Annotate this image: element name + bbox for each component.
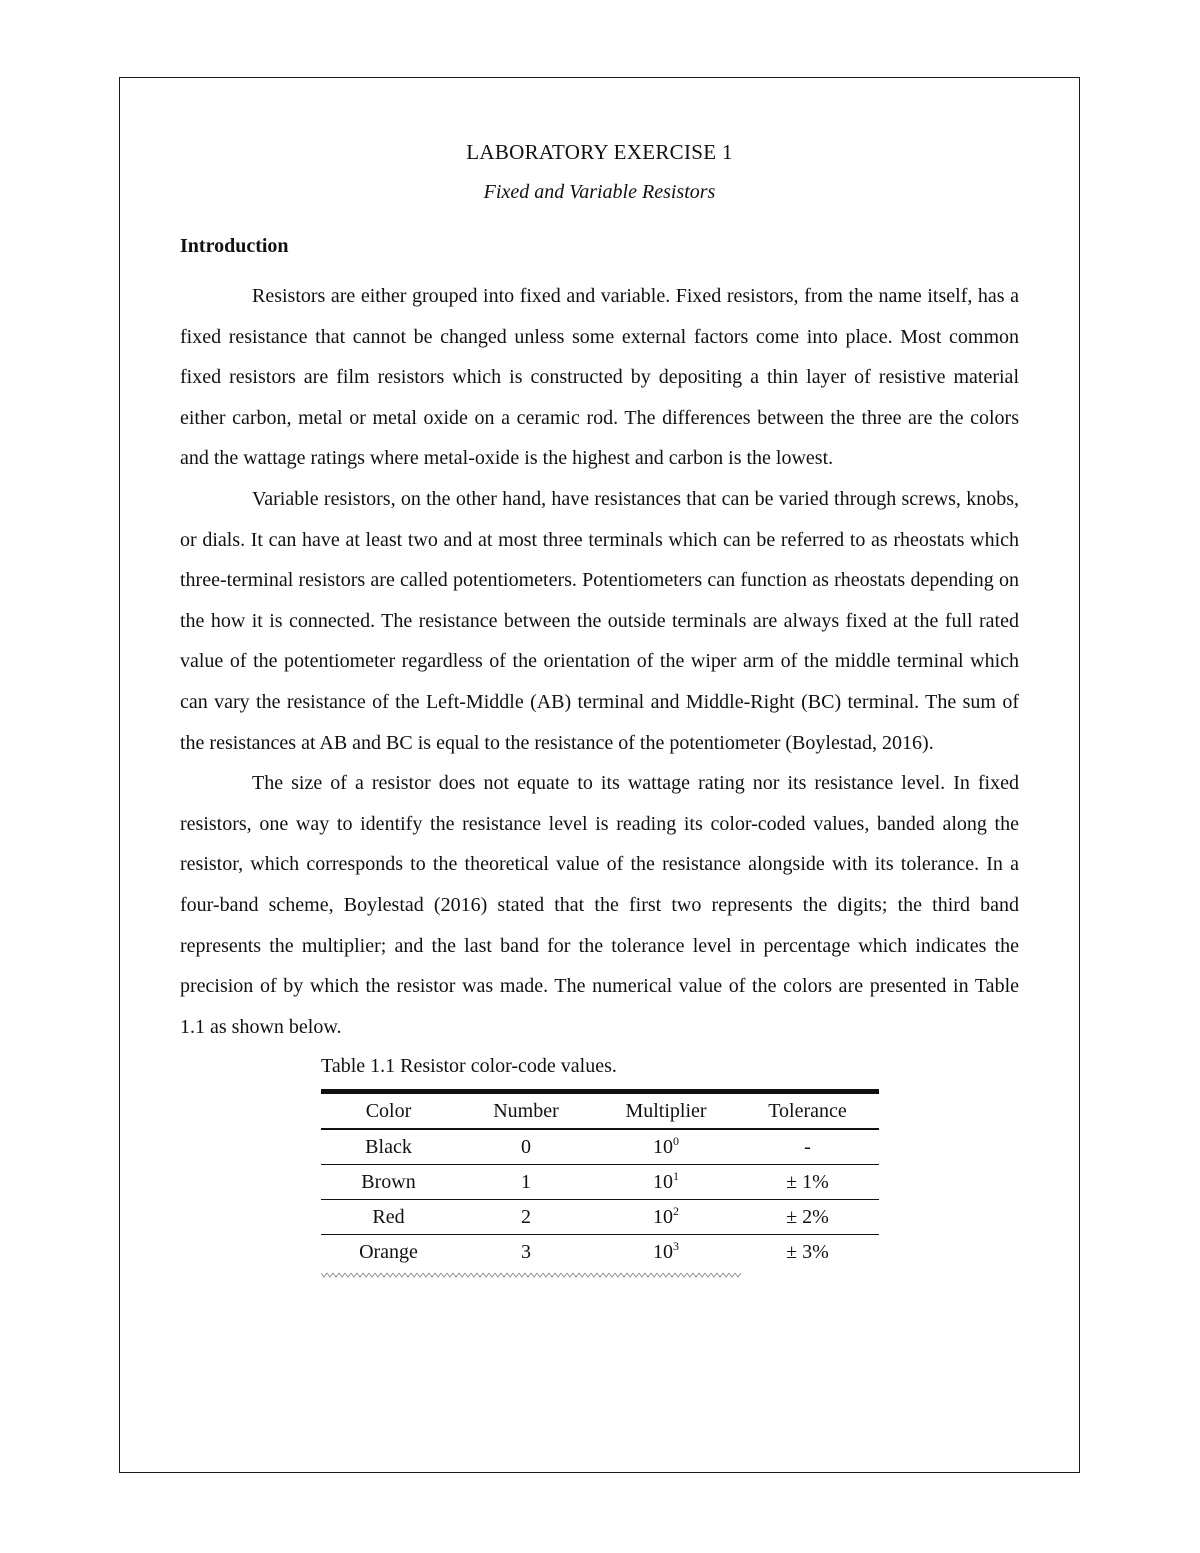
multiplier-exponent: 0 — [673, 1134, 679, 1149]
cell-number: 1 — [521, 1171, 531, 1194]
header-number: Number — [493, 1100, 559, 1123]
multiplier-exponent: 3 — [673, 1239, 679, 1254]
cell-color: Brown — [361, 1171, 416, 1194]
table-row — [321, 1200, 879, 1235]
document-body — [180, 138, 1019, 1279]
cell-number: 3 — [521, 1241, 531, 1264]
paragraph-fixed-resistors: Resistors are either grouped into fixed and variable. Fixed resistors, from the name itself, has a fixed resistance that cannot be changed unless some external factors come into place. Most common fixed resistors are film resistors which is constructed by depositing a thin layer of resistive material either carbon, metal or metal oxide on a ceramic rod. The differences between the three are the colors and the wattage ratings where metal-oxide is the highest and carbon is the lowest. — [180, 285, 1019, 470]
introduction-text — [180, 276, 1019, 1047]
table-caption: Table 1.1 Resistor color-code values. — [321, 1055, 617, 1078]
color-code-table-wrapper — [321, 1089, 879, 1279]
multiplier-exponent: 2 — [673, 1204, 679, 1219]
multiplier-base: 10 — [653, 1171, 673, 1194]
multiplier-exponent: 1 — [673, 1169, 679, 1184]
table-row — [321, 1165, 879, 1200]
cell-tolerance: ± 3% — [786, 1241, 829, 1264]
multiplier-base: 10 — [653, 1241, 673, 1264]
cell-tolerance: ± 2% — [786, 1206, 829, 1229]
cell-tolerance: ± 1% — [786, 1171, 829, 1194]
multiplier-base: 10 — [653, 1136, 673, 1159]
cell-tolerance: - — [804, 1136, 811, 1159]
paragraph-color-code: The size of a resistor does not equate to its wattage rating nor its resistance level. In fixed resistors, one way to identify the resistance level is reading its color-coded values, banded along the resistor, which corresponds to the theoretical value of the resistance alongside with its tolerance. In a four-band scheme, Boylestad (2016) stated that the first two represents the digits; the third band represents the multiplier; and the last band for the tolerance level in percentage which indicates the precision of by which the resistor was made. The numerical value of the colors are presented in Table 1.1 as shown below. — [180, 772, 1019, 1038]
cell-multiplier — [596, 1235, 736, 1270]
cell-multiplier — [596, 1129, 736, 1165]
section-heading-introduction: Introduction — [180, 235, 289, 257]
cell-color: Red — [372, 1206, 405, 1229]
cell-multiplier — [596, 1165, 736, 1200]
table-row — [321, 1129, 879, 1165]
paragraph-variable-resistors: Variable resistors, on the other hand, have resistances that can be varied through screws, knobs, or dials. It can have at least two and at most three terminals which can be referred to as rheostats which three-terminal resistors are called potentiometers. Potentiometers can function as rheostats depending on the how it is connected. The resistance between the outside terminals are always fixed at the full rated value of the potentiometer regardless of the orientation of the wiper arm of the middle terminal which can vary the resistance of the Left-Middle (AB) terminal and Middle-Right (BC) terminal. The sum of the resistances at AB and BC is equal to the resistance of the potentiometer (Boylestad, 2016). — [180, 487, 1019, 754]
cell-number: 2 — [521, 1206, 531, 1229]
multiplier-base: 10 — [653, 1206, 673, 1229]
header-multiplier: Multiplier — [625, 1100, 707, 1123]
document-title: LABORATORY EXERCISE 1 — [466, 140, 733, 164]
table-header-row — [321, 1092, 879, 1130]
cell-number: 0 — [521, 1136, 531, 1159]
document-subtitle: Fixed and Variable Resistors — [483, 181, 716, 203]
page-break-squiggle — [321, 1271, 741, 1279]
color-code-table — [321, 1089, 879, 1269]
cell-color: Orange — [359, 1241, 418, 1264]
cell-color: Black — [365, 1136, 412, 1159]
cell-multiplier — [596, 1200, 736, 1235]
header-color: Color — [365, 1100, 412, 1123]
table-row — [321, 1235, 879, 1270]
header-tolerance: Tolerance — [768, 1100, 847, 1123]
